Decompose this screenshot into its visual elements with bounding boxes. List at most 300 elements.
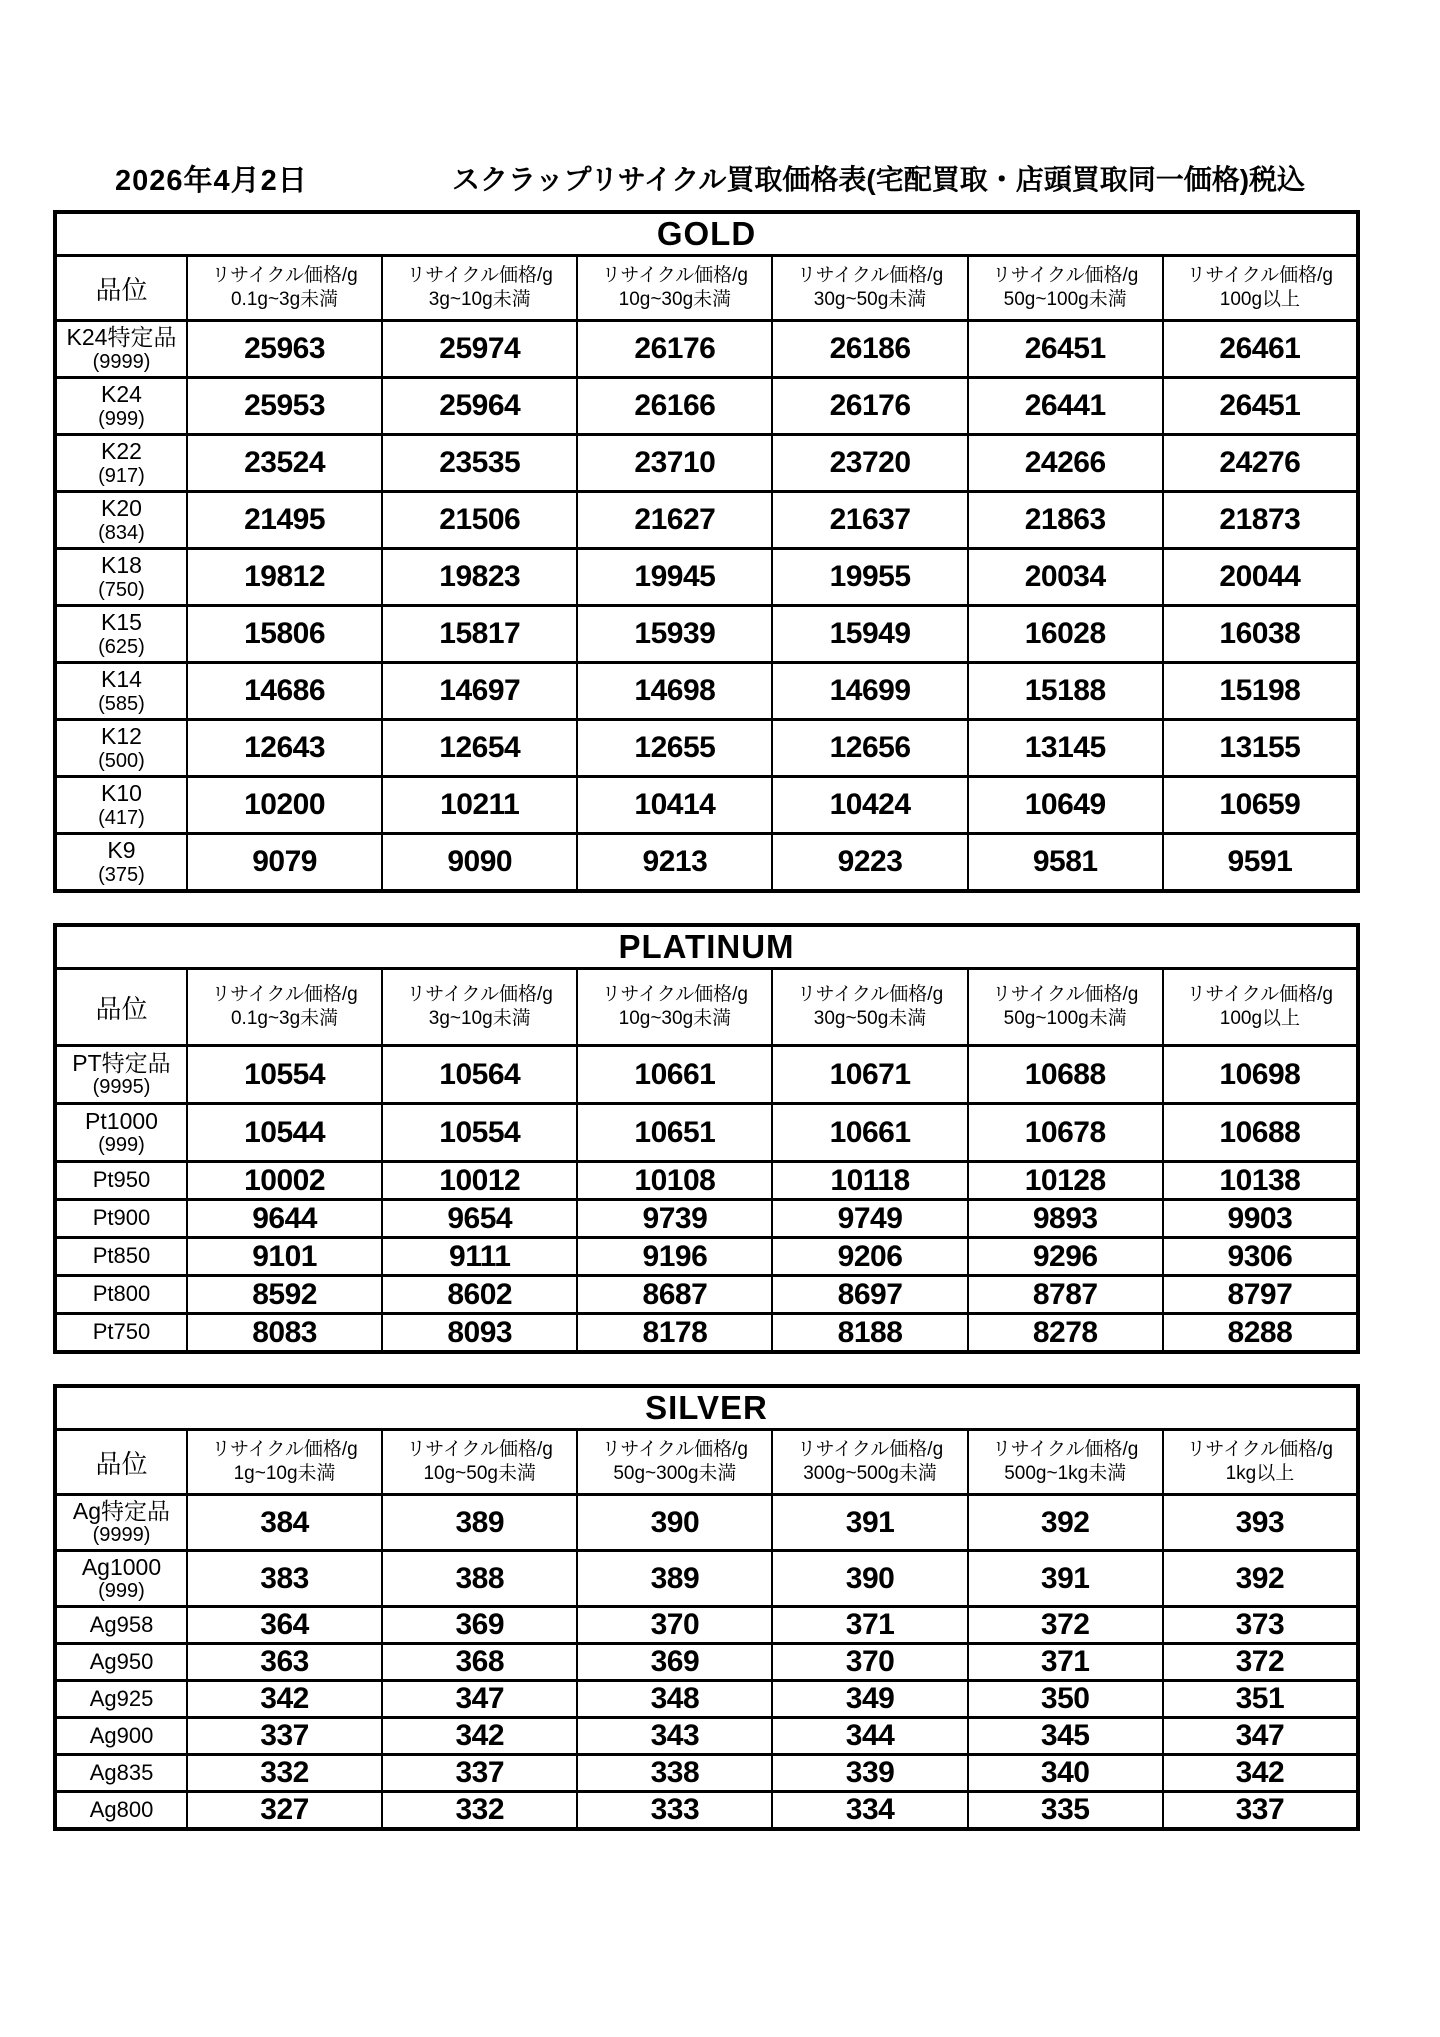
price-cell: 332 [382,1792,577,1830]
price-per-gram-label: リサイクル価格/g [211,1439,358,1461]
price-cell: 9306 [1163,1238,1358,1276]
table-row [55,1200,1358,1238]
price-cell: 25964 [382,378,577,435]
price-cell: 384 [187,1495,382,1551]
price-per-gram-label: リサイクル価格/g [992,984,1139,1006]
grade-cell [55,834,187,892]
platinum-table-section [53,923,1360,1354]
table-row [55,435,1358,492]
column-header-row [55,256,1358,321]
price-column-header [577,256,772,321]
price-cell: 10661 [577,1046,772,1104]
price-column-header [968,969,1163,1046]
grade-label: Pt950 [92,1167,151,1193]
price-per-gram-label: リサイクル価格/g [1186,1439,1333,1461]
price-cell: 8687 [577,1276,772,1314]
purity-label: (625) [98,635,145,658]
price-cell: 335 [968,1792,1163,1830]
price-cell: 21506 [382,492,577,549]
price-cell: 10688 [968,1046,1163,1104]
grade-label: K18 [101,552,142,579]
table-row [55,777,1358,834]
price-column-header [968,1430,1163,1495]
price-cell: 344 [772,1718,967,1755]
price-column-header [1163,256,1358,321]
grade-label: Ag1000 [81,1553,162,1580]
price-cell: 390 [577,1495,772,1551]
price-cell: 342 [1163,1755,1358,1792]
price-cell: 8787 [968,1276,1163,1314]
column-header-row [55,1430,1358,1495]
price-cell: 347 [382,1681,577,1718]
grade-label: Ag958 [89,1611,154,1637]
price-cell: 20034 [968,549,1163,606]
price-per-gram-label: リサイクル価格/g [406,265,553,287]
price-cell: 10564 [382,1046,577,1104]
table-row [55,1495,1358,1551]
price-cell: 15939 [577,606,772,663]
grade-cell [55,435,187,492]
price-cell: 19945 [577,549,772,606]
price-cell: 15806 [187,606,382,663]
price-per-gram-label: リサイクル価格/g [406,984,553,1006]
price-cell: 343 [577,1718,772,1755]
silver-price-table [53,1384,1360,1831]
price-cell: 24266 [968,435,1163,492]
price-cell: 337 [187,1718,382,1755]
price-cell: 9644 [187,1200,382,1238]
price-cell: 8602 [382,1276,577,1314]
grade-label: Ag800 [89,1796,154,1822]
price-per-gram-label: リサイクル価格/g [211,984,358,1006]
price-cell: 373 [1163,1607,1358,1644]
purity-label: (9999) [92,1524,151,1547]
price-column-header [187,969,382,1046]
price-cell: 10118 [772,1162,967,1200]
table-row [55,549,1358,606]
price-cell: 23524 [187,435,382,492]
price-cell: 16038 [1163,606,1358,663]
price-per-gram-label: リサイクル価格/g [406,1439,553,1461]
price-cell: 25963 [187,321,382,378]
price-cell: 21627 [577,492,772,549]
gold-table-title: GOLD [55,212,1358,256]
price-cell: 15817 [382,606,577,663]
price-cell: 12655 [577,720,772,777]
purity-label: (417) [98,806,145,829]
price-cell: 8592 [187,1276,382,1314]
price-cell: 9591 [1163,834,1358,892]
price-cell: 26176 [772,378,967,435]
price-cell: 371 [772,1607,967,1644]
weight-range-label: 10g~30g未満 [618,1008,732,1029]
price-per-gram-label: リサイクル価格/g [601,984,748,1006]
price-cell: 9206 [772,1238,967,1276]
purity-label: (917) [98,464,145,487]
purity-label: (834) [98,521,145,544]
price-cell: 363 [187,1644,382,1681]
price-cell: 10414 [577,777,772,834]
price-cell: 8797 [1163,1276,1358,1314]
price-cell: 9296 [968,1238,1163,1276]
price-cell: 10138 [1163,1162,1358,1200]
price-cell: 369 [577,1644,772,1681]
price-cell: 14699 [772,663,967,720]
price-column-header [382,256,577,321]
price-cell: 389 [382,1495,577,1551]
grade-label: Ag925 [89,1685,154,1711]
grade-cell [55,321,187,378]
price-cell: 337 [382,1755,577,1792]
price-cell: 26461 [1163,321,1358,378]
table-row [55,1755,1358,1792]
silver-table-section [53,1384,1360,1831]
price-cell: 26451 [968,321,1163,378]
purity-label: (585) [98,692,145,715]
price-cell: 15188 [968,663,1163,720]
platinum-price-table [53,923,1360,1354]
price-cell: 9213 [577,834,772,892]
weight-range-label: 30g~50g未満 [813,1008,927,1029]
price-cell: 349 [772,1681,967,1718]
grade-cell [55,1162,187,1200]
price-column-header [187,256,382,321]
grade-label: Pt1000 [85,1107,158,1134]
table-row [55,663,1358,720]
price-cell: 10002 [187,1162,382,1200]
weight-range-label: 300g~500g未満 [803,1463,937,1484]
weight-range-label: 30g~50g未満 [813,289,927,310]
weight-range-label: 100g以上 [1219,289,1301,310]
price-cell: 370 [577,1607,772,1644]
purity-label: (999) [98,1580,145,1603]
weight-range-label: 50g~300g未満 [613,1463,737,1484]
grade-label: K12 [101,723,142,750]
column-header-row [55,969,1358,1046]
price-cell: 19823 [382,549,577,606]
price-cell: 345 [968,1718,1163,1755]
table-row [55,492,1358,549]
grade-label: Ag特定品 [72,1497,171,1524]
grade-cell [55,720,187,777]
price-per-gram-label: リサイクル価格/g [601,265,748,287]
price-cell: 10200 [187,777,382,834]
price-cell: 364 [187,1607,382,1644]
price-cell: 368 [382,1644,577,1681]
grade-cell [55,1607,187,1644]
purity-label: (999) [98,407,145,430]
grade-cell [55,1681,187,1718]
grade-cell [55,492,187,549]
price-cell: 327 [187,1792,382,1830]
price-column-header [187,1430,382,1495]
price-cell: 8288 [1163,1314,1358,1353]
grade-label: K22 [101,438,142,465]
price-cell: 23535 [382,435,577,492]
price-cell: 26441 [968,378,1163,435]
price-cell: 333 [577,1792,772,1830]
table-row [55,1644,1358,1681]
price-cell: 342 [187,1681,382,1718]
silver-table-title: SILVER [55,1386,1358,1430]
price-cell: 12656 [772,720,967,777]
price-column-header [772,969,967,1046]
price-cell: 370 [772,1644,967,1681]
grade-column-header: 品位 [55,969,187,1046]
price-cell: 9749 [772,1200,967,1238]
price-cell: 9090 [382,834,577,892]
grade-label: Pt900 [92,1205,151,1231]
gold-price-table [53,210,1360,893]
price-cell: 10211 [382,777,577,834]
price-cell: 21863 [968,492,1163,549]
price-cell: 392 [1163,1551,1358,1607]
price-cell: 10671 [772,1046,967,1104]
price-cell: 8697 [772,1276,967,1314]
price-column-header [772,1430,967,1495]
table-row [55,1276,1358,1314]
price-cell: 383 [187,1551,382,1607]
price-per-gram-label: リサイクル価格/g [992,265,1139,287]
price-cell: 372 [1163,1644,1358,1681]
weight-range-label: 100g以上 [1219,1008,1301,1029]
gold-table-section [53,210,1360,893]
table-row [55,1046,1358,1104]
price-cell: 21495 [187,492,382,549]
price-cell: 10544 [187,1104,382,1162]
price-cell: 26451 [1163,378,1358,435]
price-cell: 10649 [968,777,1163,834]
price-cell: 20044 [1163,549,1358,606]
price-cell: 9101 [187,1238,382,1276]
weight-range-label: 0.1g~3g未満 [230,289,339,310]
price-cell: 15949 [772,606,967,663]
weight-range-label: 50g~100g未満 [1003,289,1127,310]
price-cell: 371 [968,1644,1163,1681]
price-cell: 16028 [968,606,1163,663]
purity-label: (375) [98,863,145,886]
price-cell: 9223 [772,834,967,892]
grade-cell [55,378,187,435]
grade-cell [55,1200,187,1238]
price-cell: 332 [187,1755,382,1792]
grade-cell [55,1314,187,1353]
price-cell: 8278 [968,1314,1163,1353]
price-column-header [968,256,1163,321]
price-cell: 390 [772,1551,967,1607]
table-row [55,720,1358,777]
price-cell: 372 [968,1607,1163,1644]
price-cell: 9903 [1163,1200,1358,1238]
weight-range-label: 3g~10g未満 [428,289,531,310]
grade-label: Ag950 [89,1648,154,1674]
grade-label: Ag900 [89,1722,154,1748]
price-cell: 392 [968,1495,1163,1551]
grade-label: K15 [101,609,142,636]
grade-label: K14 [101,666,142,693]
price-cell: 13145 [968,720,1163,777]
price-column-header [1163,969,1358,1046]
price-cell: 14698 [577,663,772,720]
grade-label: Pt800 [92,1281,151,1307]
price-per-gram-label: リサイクル価格/g [1186,265,1333,287]
price-cell: 25953 [187,378,382,435]
price-cell: 25974 [382,321,577,378]
table-row [55,1607,1358,1644]
grade-cell [55,1104,187,1162]
table-row [55,1551,1358,1607]
price-cell: 10424 [772,777,967,834]
price-cell: 19812 [187,549,382,606]
price-cell: 10688 [1163,1104,1358,1162]
report-date: 2026年4月2日 [115,165,308,197]
price-column-header [577,969,772,1046]
price-cell: 10659 [1163,777,1358,834]
price-cell: 23720 [772,435,967,492]
purity-label: (9995) [92,1076,151,1099]
price-column-header [1163,1430,1358,1495]
price-cell: 9111 [382,1238,577,1276]
price-cell: 389 [577,1551,772,1607]
price-cell: 334 [772,1792,967,1830]
grade-cell [55,1718,187,1755]
price-cell: 12654 [382,720,577,777]
price-cell: 9581 [968,834,1163,892]
price-cell: 351 [1163,1681,1358,1718]
price-cell: 393 [1163,1495,1358,1551]
table-row [55,1681,1358,1718]
price-column-header [772,256,967,321]
price-cell: 12643 [187,720,382,777]
price-cell: 391 [968,1551,1163,1607]
price-per-gram-label: リサイクル価格/g [796,265,944,287]
price-cell: 26176 [577,321,772,378]
grade-label: Pt750 [92,1319,151,1345]
page-header [0,158,1440,200]
price-cell: 10661 [772,1104,967,1162]
grade-label: K24特定品 [66,324,177,351]
table-row [55,321,1358,378]
price-per-gram-label: リサイクル価格/g [992,1439,1139,1461]
weight-range-label: 1g~10g未満 [233,1463,336,1484]
grade-label: K24 [101,381,142,408]
grade-cell [55,663,187,720]
table-row [55,834,1358,892]
grade-label: Ag835 [89,1759,154,1785]
price-column-header [577,1430,772,1495]
purity-label: (750) [98,578,145,601]
table-row [55,378,1358,435]
price-cell: 9196 [577,1238,772,1276]
grade-label: K10 [101,780,142,807]
price-cell: 337 [1163,1792,1358,1830]
price-cell: 347 [1163,1718,1358,1755]
table-row [55,1792,1358,1830]
price-cell: 348 [577,1681,772,1718]
tables-container [53,210,1360,1861]
weight-range-label: 10g~50g未満 [423,1463,536,1484]
price-column-header [382,969,577,1046]
table-row [55,606,1358,663]
grade-cell [55,1495,187,1551]
grade-column-header: 品位 [55,256,187,321]
grade-cell [55,1238,187,1276]
price-cell: 342 [382,1718,577,1755]
price-cell: 13155 [1163,720,1358,777]
weight-range-label: 10g~30g未満 [618,289,732,310]
price-cell: 9739 [577,1200,772,1238]
table-row [55,1104,1358,1162]
price-cell: 339 [772,1755,967,1792]
price-cell: 10128 [968,1162,1163,1200]
price-column-header [382,1430,577,1495]
table-row [55,1314,1358,1353]
price-cell: 8188 [772,1314,967,1353]
price-cell: 10554 [187,1046,382,1104]
price-cell: 19955 [772,549,967,606]
price-cell: 338 [577,1755,772,1792]
grade-cell [55,1755,187,1792]
grade-label: PT特定品 [72,1049,171,1076]
price-cell: 8083 [187,1314,382,1353]
grade-cell [55,1046,187,1104]
price-cell: 350 [968,1681,1163,1718]
table-row [55,1718,1358,1755]
price-per-gram-label: リサイクル価格/g [601,1439,748,1461]
price-cell: 340 [968,1755,1163,1792]
price-cell: 10012 [382,1162,577,1200]
grade-cell [55,777,187,834]
price-cell: 26186 [772,321,967,378]
platinum-table-title: PLATINUM [55,925,1358,969]
grade-cell [55,549,187,606]
purity-label: (9999) [92,350,151,373]
grade-label: K9 [107,837,136,864]
platinum-title-row [55,925,1358,969]
price-per-gram-label: リサイクル価格/g [211,265,358,287]
page-title: スクラップリサイクル買取価格表(宅配買取・店頭買取同一価格)税込 [452,164,1306,195]
price-per-gram-label: リサイクル価格/g [796,984,944,1006]
grade-cell [55,1644,187,1681]
grade-cell [55,1551,187,1607]
price-cell: 14697 [382,663,577,720]
price-cell: 10678 [968,1104,1163,1162]
price-cell: 9654 [382,1200,577,1238]
grade-cell [55,1276,187,1314]
price-cell: 14686 [187,663,382,720]
silver-title-row [55,1386,1358,1430]
grade-cell [55,1792,187,1830]
price-cell: 369 [382,1607,577,1644]
price-cell: 10651 [577,1104,772,1162]
grade-label: Pt850 [92,1243,151,1269]
grade-label: K20 [101,495,142,522]
weight-range-label: 3g~10g未満 [428,1008,531,1029]
weight-range-label: 0.1g~3g未満 [230,1008,339,1029]
price-cell: 10108 [577,1162,772,1200]
purity-label: (999) [98,1134,145,1157]
grade-column-header: 品位 [55,1430,187,1495]
grade-cell [55,606,187,663]
weight-range-label: 50g~100g未満 [1003,1008,1127,1029]
price-cell: 15198 [1163,663,1358,720]
price-cell: 23710 [577,435,772,492]
price-cell: 10554 [382,1104,577,1162]
price-cell: 8178 [577,1314,772,1353]
price-per-gram-label: リサイクル価格/g [796,1439,944,1461]
weight-range-label: 1kg以上 [1225,1463,1295,1484]
price-per-gram-label: リサイクル価格/g [1186,984,1333,1006]
